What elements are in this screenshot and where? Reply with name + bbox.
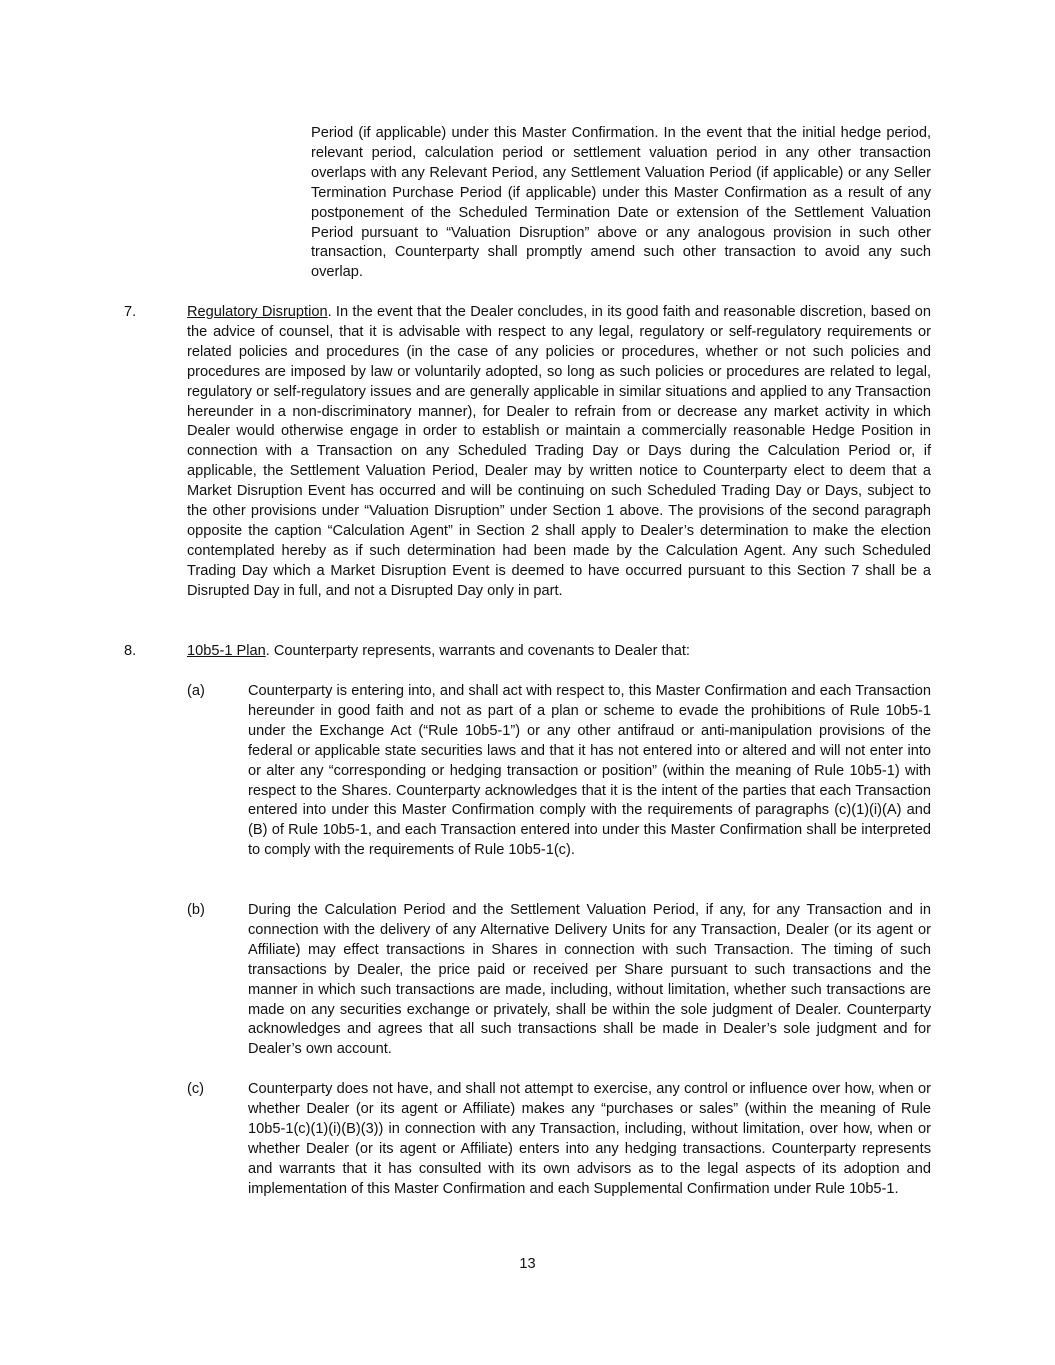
subsection-c-paragraph: Counterparty does not have, and shall not attempt to exercise, any control or influence over how, when or whether Dealer (or its agent or Affiliate) makes any “purchases or sales” (within the meaning of Rule 10b5-1(c)(1)(i)(B)(3)) in connection with any Transaction, including, without limitation, over how, when or whether Dealer (or its agent or Affiliate) enters into any hedging transactions. Counterparty represents and warrants that it has consulted with its own advisors as to the legal aspects of its adoption and implementation of this Master Confirmation and each Supplemental Confirmation under Rule 10b5-1. bbox=[248, 1081, 931, 1197]
continuation-paragraph: Period (if applicable) under this Master Confirmation. In the event that the initial hedge period, relevant period, calculation period or settlement valuation period in any other transaction overlaps with any Relevant Period, any Settlement Valuation Period (if applicable) or any Seller Termination Purchase Period (if applicable) under this Master Confirmation as a result of any postponement of the Scheduled Termination Date or extension of the Settlement Valuation Period pursuant to “Valuation Disruption” above or any analogous provision in such other transaction, Counterparty shall promptly amend such other transaction to avoid any such overlap. bbox=[311, 125, 931, 281]
subsection-a-paragraph: Counterparty is entering into, and shall act with respect to, this Master Confirmation and each Transaction hereunder in good faith and not as part of a plan or scheme to evade the prohibitions of Rule 10b5-1 under the Exchange Act (“Rule 10b5-1”) or any other antifraud or anti-manipulation provisions of the federal or applicable state securities laws and that it has not entered into or altered and will not enter into or alter any “corresponding or hedging transaction or position” (within the meaning of Rule 10b5-1) with respect to the Shares. Counterparty acknowledges that it is the intent of the parties that each Transaction entered into under this Master Confirmation comply with the requirements of paragraphs (c)(1)(i)(A) and (B) of Rule 10b5-1, and each Transaction entered into under this Master Confirmation shall be interpreted to comply with the requirements of Rule 10b5-1(c). bbox=[248, 683, 931, 859]
section-7-heading: Regulatory Disruption bbox=[187, 304, 328, 320]
section-8-paragraph bbox=[187, 642, 931, 662]
subsection-a-label: (a) bbox=[187, 683, 205, 699]
subsection-b-label: (b) bbox=[187, 902, 205, 918]
subsection-b-paragraph: During the Calculation Period and the Settlement Valuation Period, if any, for any Transaction and in connection with the delivery of any Alternative Delivery Units for any Transaction, Dealer (or its agent or Affiliate) may effect transactions in Shares in connection with such Transaction. The timing of such transactions by Dealer, the price paid or received per Share pursuant to such transactions and the manner in which such transactions are made, including, without limitation, whether such transactions are made on any securities exchange or privately, shall be within the sole judgment of Dealer. Counterparty acknowledges and agrees that all such transactions shall be made in Dealer’s sole judgment and for Dealer’s own account. bbox=[248, 902, 931, 1058]
section-8-heading: 10b5-1 Plan bbox=[187, 643, 266, 659]
subsection-c-label: (c) bbox=[187, 1081, 205, 1097]
page-number: 13 bbox=[519, 1256, 536, 1272]
section-7-paragraph bbox=[187, 303, 931, 602]
section-8-number: 8. bbox=[124, 643, 137, 659]
section-7-number: 7. bbox=[124, 304, 137, 320]
section-7-text: . In the event that the Dealer concludes, in its good faith and reasonable discretion, based on the advice of counsel, that it is advisable with respect to any legal, regulatory or self-regulatory requirements or related policies and procedures (in the case of any policies or procedures, whether or not such policies and procedures are imposed by law or voluntarily adopted, so long as such policies or procedures are related to legal, regulatory or self-regulatory issues and are generally applicable in similar situations and applied to any Transaction hereunder in a non-discriminatory manner), for Dealer to refrain from or decrease any market activity in which Dealer would otherwise engage in order to establish or maintain a commercially reasonable Hedge Position in connection with a Transaction on any Scheduled Trading Day or Days during the Calculation Period or, if applicable, the Settlement Valuation Period, Dealer may by written notice to Counterparty elect to deem that a Market Disruption Event has occurred and will be continuing on such Scheduled Trading Day or Days, subject to the other provisions under “Valuation Disruption” under Section 1 above. The provisions of the second paragraph opposite the caption “Calculation Agent” in Section 2 shall apply to Dealer’s determination to make the election contemplated hereby as if such determination had been made by the Calculation Agent. Any such Scheduled Trading Day which a Market Disruption Event is deemed to have occurred pursuant to this Section 7 shall be a Disrupted Day in full, and not a Disrupted Day only in part. bbox=[187, 304, 931, 599]
section-8-text: . Counterparty represents, warrants and covenants to Dealer that: bbox=[265, 643, 690, 659]
